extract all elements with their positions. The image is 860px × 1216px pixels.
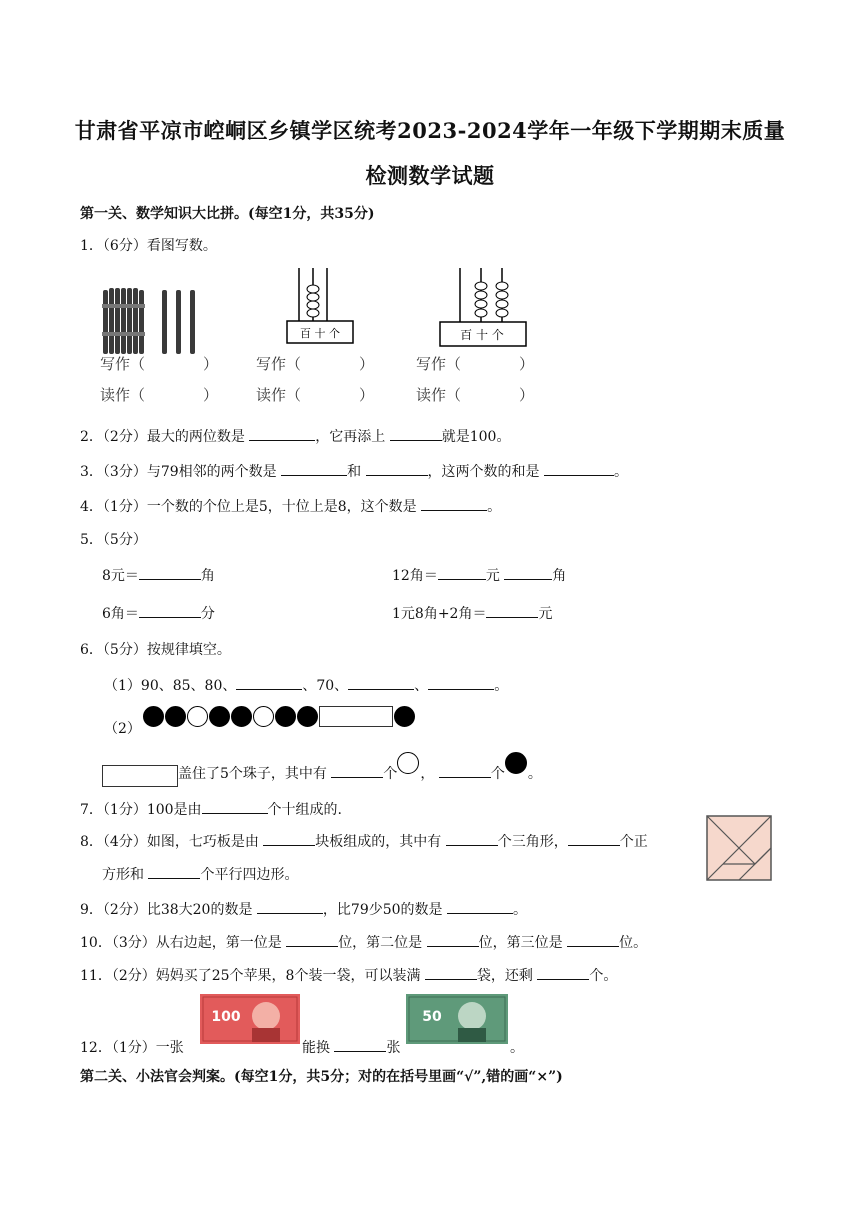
q5-blank-2[interactable]	[438, 565, 486, 580]
q1-figure	[100, 266, 540, 408]
q1-read-1: 读作（ ）	[100, 386, 219, 404]
q6-blank-4[interactable]	[331, 763, 383, 778]
q6-blank-5[interactable]	[439, 763, 491, 778]
q1-read-3: 读作（ ）	[416, 386, 535, 404]
q3: 3．（3分）与79相邻的两个数是 和 ，这两个数的和是 。	[80, 461, 628, 481]
black-bead-icon	[275, 706, 296, 727]
q8-blank-2[interactable]	[446, 831, 498, 846]
q5-blank-1[interactable]	[139, 565, 201, 580]
q3-blank-2[interactable]	[366, 461, 428, 476]
q2-blank-1[interactable]	[249, 426, 315, 441]
white-bead-icon	[253, 706, 274, 727]
q6-part2-question: 盖住了5个珠子，其中有 个 ， 个 。	[102, 752, 542, 787]
q10-blank-2[interactable]	[427, 932, 479, 947]
q12-end: 。	[510, 1040, 524, 1056]
q1-read-2: 读作（ ）	[256, 386, 375, 404]
q5-row2-left: 6角＝ 分	[102, 603, 215, 623]
q1-write-2: 写作（ ）	[256, 355, 375, 373]
q7: 7．（1分）100是由 个十组成的.	[80, 799, 342, 819]
q9-blank-2[interactable]	[447, 899, 513, 914]
q10-blank-1[interactable]	[286, 932, 338, 947]
q3-blank-3[interactable]	[544, 461, 614, 476]
q10: 10．（3分）从右边起，第一位是 位，第二位是 位，第三位是 位。	[80, 932, 647, 952]
q9: 9．（2分）比38大20的数是 ，比79少50的数是 。	[80, 899, 527, 919]
q1-write-1: 写作（ ）	[100, 355, 219, 373]
abacus-1-label: 百 十 个	[300, 327, 340, 340]
q11-blank-2[interactable]	[537, 965, 589, 980]
banknote-100-icon	[200, 994, 300, 1044]
q3-blank-1[interactable]	[281, 461, 347, 476]
q5-row1-left: 8元＝ 角	[102, 565, 215, 585]
q8-blank-4[interactable]	[148, 864, 200, 879]
q10-blank-3[interactable]	[567, 932, 619, 947]
abacus-2-label: 百 十 个	[460, 328, 504, 342]
section2-heading: 第二关、小法官会判案。(每空1分，共5分；对的在括号里画“√”,错的画“×”)	[80, 1069, 563, 1085]
banknote-50-value: 50	[422, 1009, 442, 1025]
exam-title-line2: 检测数学试题	[365, 163, 495, 188]
q9-blank-1[interactable]	[257, 899, 323, 914]
white-bead-icon	[187, 706, 208, 727]
q7-blank[interactable]	[202, 799, 268, 814]
cover-box	[319, 706, 393, 727]
q5-row2-right: 1元8角+2角＝ 元	[392, 603, 552, 623]
bead-row	[143, 706, 416, 727]
cover-box	[102, 765, 178, 787]
q1-write-3: 写作（ ）	[416, 355, 535, 373]
black-bead-icon	[297, 706, 318, 727]
black-bead-icon	[165, 706, 186, 727]
q1-text: 1．（6分）看图写数。	[80, 238, 217, 254]
black-bead-icon	[394, 706, 415, 727]
white-bead-icon	[397, 752, 419, 774]
exam-title-line1: 甘肃省平凉市崆峒区乡镇学区统考2023-2024学年一年级下学期期末质量	[74, 118, 786, 143]
q6-part1: （1）90、85、80、 、70、 、 。	[104, 675, 508, 695]
abacus-1-icon	[283, 266, 363, 346]
q11-blank-1[interactable]	[425, 965, 477, 980]
banknote-50-icon	[406, 994, 508, 1044]
q6-blank-3[interactable]	[428, 675, 494, 690]
q8-blank-3[interactable]	[568, 831, 620, 846]
q5-blank-4[interactable]	[139, 603, 201, 618]
q6-head: 6．（5分）按规律填空。	[80, 642, 231, 658]
q5-blank-3[interactable]	[504, 565, 552, 580]
q2-blank-2[interactable]	[390, 426, 442, 441]
q6-blank-1[interactable]	[236, 675, 302, 690]
q5-blank-5[interactable]	[486, 603, 538, 618]
black-bead-icon	[505, 752, 527, 774]
q8-line2: 方形和 个平行四边形。	[102, 864, 298, 884]
q6-part2-label: （2）	[104, 721, 141, 737]
tangram-icon	[706, 815, 772, 881]
q8-blank-1[interactable]	[263, 831, 315, 846]
black-bead-icon	[231, 706, 252, 727]
q12-middle: 能换 张	[302, 1037, 400, 1057]
q5-head: 5．（5分）	[80, 532, 147, 548]
q2: 2．（2分）最大的两位数是 ，它再添上 就是100。	[80, 426, 510, 446]
black-bead-icon	[143, 706, 164, 727]
q11: 11．（2分）妈妈买了25个苹果，8个装一袋，可以装满 袋，还剩 个。	[80, 965, 617, 985]
abacus-2-icon	[436, 266, 536, 350]
q12-label: 12．（1分）一张	[80, 1040, 184, 1056]
section1-heading: 第一关、数学知识大比拼。(每空1分，共35分)	[80, 206, 375, 222]
q6-blank-2[interactable]	[348, 675, 414, 690]
q8-line1: 8．（4分）如图，七巧板是由 块板组成的，其中有 个三角形， 个正	[80, 831, 648, 851]
banknote-100-value: 100	[211, 1009, 241, 1025]
black-bead-icon	[209, 706, 230, 727]
q4-blank[interactable]	[421, 496, 487, 511]
q5-row1-right: 12角＝ 元 角	[392, 565, 566, 585]
q4: 4．（1分）一个数的个位上是5，十位上是8，这个数是 。	[80, 496, 501, 516]
q12-blank[interactable]	[334, 1037, 386, 1052]
sticks-bundle-icon	[100, 280, 210, 360]
